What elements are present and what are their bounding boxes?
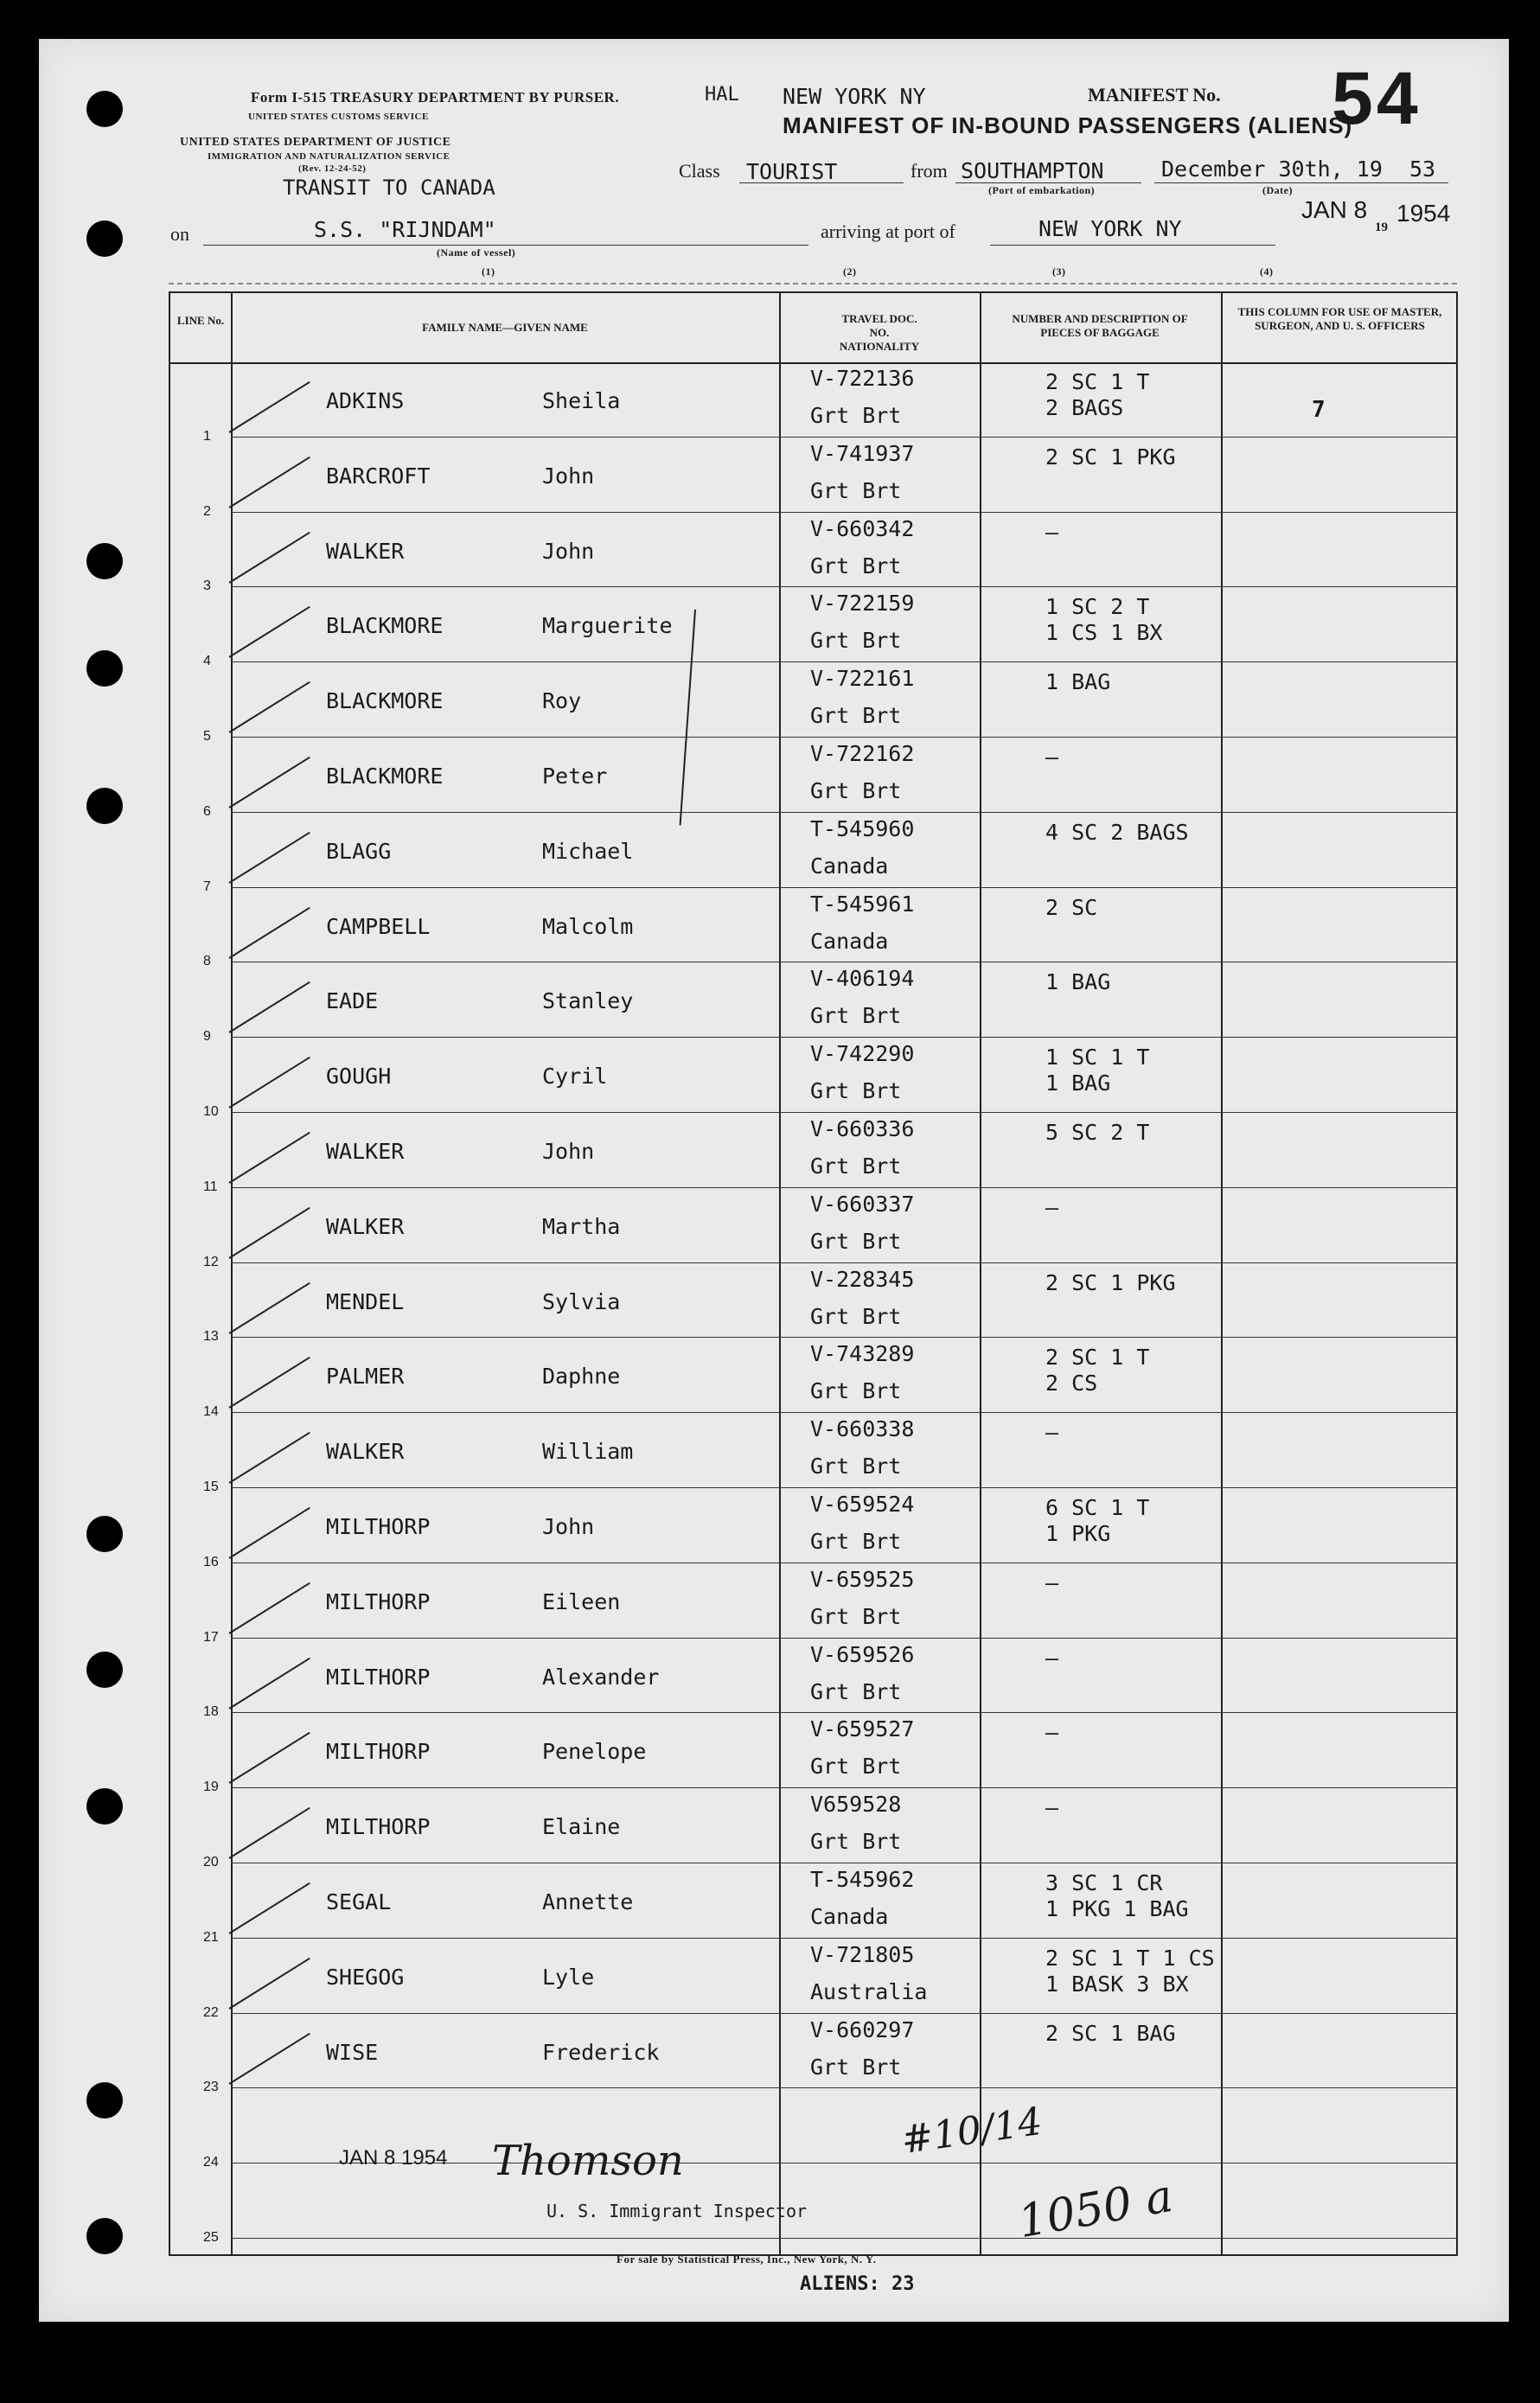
check-mark <box>228 1207 310 1259</box>
family-name: SHEGOG <box>326 1964 405 1990</box>
nationality: Grt Brt <box>810 1603 902 1629</box>
family-name: MILTHORP <box>326 1814 431 1840</box>
given-name: Cyril <box>542 1064 608 1090</box>
check-mark <box>228 531 310 583</box>
baggage-line-1: 2 SC 1 BAG <box>1045 2020 1176 2046</box>
table-row <box>170 1338 1456 1420</box>
line-number: 17 <box>203 1629 219 1645</box>
table-row <box>170 1788 1456 1869</box>
travel-doc-number: V-722162 <box>810 741 915 766</box>
check-mark <box>228 757 310 808</box>
family-name: BLAGG <box>326 838 392 864</box>
vessel-name: S.S. "RIJNDAM" <box>314 217 496 242</box>
line-number: 19 <box>203 1780 219 1795</box>
travel-doc-number: T-545962 <box>810 1867 915 1892</box>
line-number: 8 <box>203 954 211 969</box>
aliens-count: ALIENS: 23 <box>800 2273 915 2295</box>
manifest-title: MANIFEST OF IN-BOUND PASSENGERS (ALIENS) <box>783 112 1353 138</box>
check-mark <box>228 1281 310 1333</box>
family-name: BLACKMORE <box>326 764 444 789</box>
travel-doc-number: V-743289 <box>810 1341 915 1367</box>
col-officers-header: THIS COLUMN FOR USE OF MASTER, SURGEON, AND U. S. OFFICERS <box>1237 305 1442 332</box>
travel-doc-number: T-545960 <box>810 815 915 841</box>
table-row <box>170 1413 1456 1494</box>
family-name: EADE <box>326 988 379 1014</box>
given-name: William <box>542 1439 634 1465</box>
family-name: BLACKMORE <box>326 688 444 714</box>
table-row <box>170 1713 1456 1795</box>
family-name: ADKINS <box>326 388 405 413</box>
travel-doc-number: V-660297 <box>810 2016 915 2042</box>
baggage-line-1: 3 SC 1 CR <box>1045 1870 1163 1895</box>
line-number: 11 <box>203 1179 218 1194</box>
baggage-line-2: 1 CS 1 BX <box>1045 620 1163 646</box>
check-mark <box>228 1432 310 1484</box>
family-name: MILTHORP <box>326 1739 431 1765</box>
travel-doc-number: V-722159 <box>810 591 915 617</box>
baggage-line-1: — <box>1045 519 1059 545</box>
inspector-title: U. S. Immigrant Inspector <box>546 2201 808 2221</box>
inspection-stamp-date: JAN 8 1954 <box>339 2146 448 2170</box>
given-name: Sheila <box>542 388 621 413</box>
officer-note: 7 <box>1312 397 1326 423</box>
table-row <box>170 2163 1456 2245</box>
nationality: Grt Brt <box>810 477 902 503</box>
baggage-line-1: — <box>1045 1194 1059 1220</box>
ins-service: IMMIGRATION AND NATURALIZATION SERVICE <box>208 151 450 162</box>
line-number: 1 <box>203 428 211 444</box>
nationality: Grt Brt <box>810 1154 902 1179</box>
class-label: Class <box>679 160 720 182</box>
row-rule <box>231 2238 1456 2239</box>
given-name: John <box>542 538 595 564</box>
baggage-line-2: 1 PKG 1 BAG <box>1045 1896 1189 1921</box>
nationality: Grt Brt <box>810 1003 902 1029</box>
given-name: Lyle <box>542 1964 595 1990</box>
baggage-line-1: 1 SC 1 T <box>1045 1045 1150 1070</box>
check-mark <box>228 1582 310 1634</box>
baggage-line-1: 2 SC 1 PKG <box>1045 444 1176 470</box>
table-row <box>170 738 1456 819</box>
baggage-line-1: — <box>1045 1720 1059 1746</box>
nationality: Australia <box>810 1978 928 2004</box>
baggage-line-1: 2 SC 1 PKG <box>1045 1269 1176 1295</box>
check-mark <box>228 1057 310 1109</box>
col-line-header: LINE No. <box>176 314 225 327</box>
binder-hole <box>86 2218 123 2254</box>
table-row <box>170 813 1456 894</box>
check-mark <box>228 381 310 433</box>
given-name: Annette <box>542 1889 634 1914</box>
table-row <box>170 1488 1456 1569</box>
travel-doc-number: V-659525 <box>810 1566 915 1592</box>
col1-number: (1) <box>482 265 495 278</box>
line-number: 14 <box>203 1404 219 1420</box>
family-name: MILTHORP <box>326 1664 431 1690</box>
manifest-page <box>39 39 1509 2322</box>
given-name: Sylvia <box>542 1288 621 1314</box>
travel-doc-number: V-721805 <box>810 1941 915 1967</box>
line-number: 6 <box>203 803 211 819</box>
travel-doc-number: V-722136 <box>810 366 915 391</box>
family-name: WALKER <box>326 1213 405 1239</box>
table-row <box>170 438 1456 519</box>
line-number: 5 <box>203 728 211 744</box>
travel-doc-number: V-659527 <box>810 1716 915 1742</box>
line-number: 25 <box>203 2229 219 2245</box>
nationality: Grt Brt <box>810 1454 902 1480</box>
travel-doc-number: V-741937 <box>810 440 915 466</box>
table-row <box>170 1038 1456 1119</box>
baggage-line-1: 1 BAG <box>1045 969 1111 995</box>
line-number: 16 <box>203 1554 219 1569</box>
travel-doc-number: V659528 <box>810 1792 902 1818</box>
line-number: 13 <box>203 1329 219 1345</box>
nationality: Canada <box>810 1904 889 1929</box>
baggage-line-1: 1 BAG <box>1045 669 1111 695</box>
manifest-label: MANIFEST No. <box>1088 84 1221 105</box>
col3-number: (3) <box>1052 265 1066 278</box>
line-number: 22 <box>203 2004 219 2020</box>
nationality: Grt Brt <box>810 778 902 803</box>
travel-doc-number: V-228345 <box>810 1266 915 1292</box>
col-name-header: FAMILY NAME—GIVEN NAME <box>422 321 588 334</box>
given-name: Roy <box>542 688 582 714</box>
given-name: Penelope <box>542 1739 647 1765</box>
given-name: Peter <box>542 764 608 789</box>
table-row <box>170 662 1456 744</box>
family-name: WALKER <box>326 1139 405 1164</box>
check-mark <box>228 1657 310 1709</box>
arrival-stamp-year: 1954 <box>1396 200 1451 227</box>
baggage-line-1: 4 SC 2 BAGS <box>1045 819 1189 845</box>
baggage-line-2: 1 PKG <box>1045 1521 1111 1546</box>
binder-hole <box>86 220 123 257</box>
travel-doc-number: V-660337 <box>810 1191 915 1217</box>
family-name: MENDEL <box>326 1288 405 1314</box>
table-row <box>170 2014 1456 2095</box>
check-mark <box>228 1507 310 1559</box>
family-name: MILTHORP <box>326 1514 431 1539</box>
line-number: 2 <box>203 503 211 519</box>
arriving-label: arriving at port of <box>821 220 955 242</box>
nationality: Grt Brt <box>810 1378 902 1404</box>
family-name: SEGAL <box>326 1889 392 1914</box>
given-name: John <box>542 1514 595 1539</box>
nationality: Grt Brt <box>810 1754 902 1780</box>
class-value: TOURIST <box>746 159 838 184</box>
baggage-line-2: 2 CS <box>1045 1371 1098 1396</box>
table-row <box>170 1863 1456 1945</box>
nationality: Grt Brt <box>810 1678 902 1704</box>
from-label: from <box>911 160 948 182</box>
given-name: Eileen <box>542 1588 621 1614</box>
baggage-line-2: 1 BASK 3 BX <box>1045 1971 1189 1997</box>
nationality: Grt Brt <box>810 1303 902 1329</box>
line-number: 18 <box>203 1704 219 1720</box>
inspector-signature: Thomson <box>492 2137 684 2185</box>
binder-hole <box>86 788 123 824</box>
binder-hole <box>86 1788 123 1825</box>
line-number: 15 <box>203 1479 219 1494</box>
binder-hole <box>86 543 123 579</box>
given-name: Alexander <box>542 1664 660 1690</box>
line-number: 9 <box>203 1029 211 1045</box>
handwritten-code: 1050 a <box>1014 2170 1177 2249</box>
check-mark <box>228 1958 310 2010</box>
line-hal: HAL <box>705 84 739 105</box>
travel-doc-number: V-406194 <box>810 966 915 992</box>
customs-service: UNITED STATES CUSTOMS SERVICE <box>248 112 429 122</box>
baggage-line-1: — <box>1045 1420 1059 1446</box>
family-name: CAMPBELL <box>326 913 431 939</box>
baggage-line-1: 6 SC 1 T <box>1045 1495 1150 1520</box>
family-name: WALKER <box>326 538 405 564</box>
col4-number: (4) <box>1260 265 1274 278</box>
line-number: 23 <box>203 2080 219 2095</box>
travel-doc-number: V-660342 <box>810 515 915 541</box>
check-mark <box>228 2032 310 2084</box>
binder-hole <box>86 1516 123 1552</box>
nationality: Grt Brt <box>810 1829 902 1855</box>
nationality: Grt Brt <box>810 553 902 578</box>
col2-number: (2) <box>843 265 857 278</box>
family-name: BLACKMORE <box>326 613 444 639</box>
line-number: 20 <box>203 1854 219 1869</box>
col-doc-header: TRAVEL DOC. NO. NATIONALITY <box>839 312 920 353</box>
family-name: BARCROFT <box>326 463 431 489</box>
baggage-line-1: — <box>1045 1645 1059 1671</box>
manifest-number: 54 <box>1332 57 1422 140</box>
table-row <box>170 1263 1456 1345</box>
date-value: December 30th, 19 <box>1161 157 1383 182</box>
check-mark <box>228 1357 310 1409</box>
nationality: Grt Brt <box>810 403 902 428</box>
family-name: WALKER <box>326 1439 405 1465</box>
nationality: Grt Brt <box>810 703 902 729</box>
department-of-justice: UNITED STATES DEPARTMENT OF JUSTICE <box>180 136 451 149</box>
col-baggage-header: NUMBER AND DESCRIPTION OF PIECES OF BAGGAGE <box>1012 312 1188 339</box>
revision: (Rev. 12-24-52) <box>298 163 367 174</box>
baggage-line-1: 1 SC 2 T <box>1045 594 1150 620</box>
baggage-line-2: 2 BAGS <box>1045 395 1124 420</box>
binder-hole <box>86 2082 123 2119</box>
line-number: 10 <box>203 1103 219 1119</box>
arrival-port: NEW YORK NY <box>1038 216 1182 241</box>
binder-hole <box>86 650 123 687</box>
from-value: SOUTHAMPTON <box>961 158 1104 183</box>
baggage-line-2: 1 BAG <box>1045 1070 1111 1096</box>
passenger-table <box>169 291 1458 2256</box>
table-row <box>170 1113 1456 1194</box>
form-id-line: Form I-515 TREASURY DEPARTMENT BY PURSER. <box>251 89 620 105</box>
line-number: 7 <box>203 879 211 894</box>
check-mark <box>228 1882 310 1934</box>
baggage-line-1: — <box>1045 1795 1059 1821</box>
table-row <box>170 962 1456 1045</box>
table-row <box>170 1188 1456 1269</box>
travel-doc-number: V-660338 <box>810 1416 915 1442</box>
on-label: on <box>170 223 189 245</box>
nationality: Canada <box>810 853 889 879</box>
travel-doc-number: V-742290 <box>810 1041 915 1067</box>
baggage-line-1: 5 SC 2 T <box>1045 1120 1150 1145</box>
given-name: Elaine <box>542 1814 621 1840</box>
port-embark-caption: (Port of embarkation) <box>988 184 1096 196</box>
travel-doc-number: V-660336 <box>810 1116 915 1141</box>
nationality: Grt Brt <box>810 2054 902 2080</box>
date-year: 53 <box>1409 157 1436 182</box>
table-row <box>170 587 1456 669</box>
given-name: Martha <box>542 1213 621 1239</box>
family-name: PALMER <box>326 1364 405 1390</box>
table-row <box>170 1939 1456 2020</box>
vessel-caption: (Name of vessel) <box>437 246 516 259</box>
check-mark <box>228 1807 310 1859</box>
travel-doc-number: V-659526 <box>810 1641 915 1667</box>
given-name: John <box>542 463 595 489</box>
line-number: 3 <box>203 578 211 594</box>
table-row <box>170 362 1456 444</box>
given-name: Marguerite <box>542 613 673 639</box>
passenger-rows <box>170 362 1456 2254</box>
given-name: Michael <box>542 838 634 864</box>
printer-note: For sale by Statistical Press, Inc., New York, N. Y. <box>617 2253 877 2266</box>
check-mark <box>228 606 310 658</box>
table-row <box>170 1563 1456 1645</box>
baggage-line-1: 2 SC <box>1045 894 1098 920</box>
family-name: GOUGH <box>326 1064 392 1090</box>
arrival-stamp-date: JAN 8 <box>1301 196 1368 223</box>
check-mark <box>228 981 310 1033</box>
check-mark <box>228 457 310 508</box>
nationality: Grt Brt <box>810 1228 902 1254</box>
check-mark <box>228 832 310 884</box>
transit-note: TRANSIT TO CANADA <box>283 176 495 200</box>
binder-hole <box>86 91 123 127</box>
baggage-line-1: 2 SC 1 T <box>1045 369 1150 394</box>
travel-doc-number: T-545961 <box>810 891 915 917</box>
family-name: MILTHORP <box>326 1588 431 1614</box>
line-number: 24 <box>203 2155 219 2170</box>
line-number: 21 <box>203 1929 219 1945</box>
nationality: Grt Brt <box>810 1529 902 1554</box>
given-name: Stanley <box>542 988 634 1014</box>
line-number: 4 <box>203 654 211 669</box>
given-name: Malcolm <box>542 913 634 939</box>
given-name: Frederick <box>542 2039 660 2065</box>
nationality: Grt Brt <box>810 1078 902 1104</box>
check-mark <box>228 1732 310 1784</box>
table-row <box>170 513 1456 594</box>
handwritten-ref: #10/14 <box>898 2099 1045 2163</box>
date-caption: (Date) <box>1262 184 1293 196</box>
binder-hole <box>86 1652 123 1688</box>
travel-doc-number: V-659524 <box>810 1492 915 1517</box>
port-top: NEW YORK NY <box>783 84 926 109</box>
table-row <box>170 1639 1456 1720</box>
arrival-stamp-19: 19 <box>1375 220 1388 234</box>
table-row <box>170 888 1456 969</box>
family-name: WISE <box>326 2039 379 2065</box>
check-mark <box>228 681 310 733</box>
nationality: Canada <box>810 928 889 954</box>
check-mark <box>228 906 310 958</box>
given-name: Daphne <box>542 1364 621 1390</box>
baggage-line-1: 2 SC 1 T 1 CS <box>1045 1945 1215 1971</box>
travel-doc-number: V-722161 <box>810 666 915 692</box>
baggage-line-1: 2 SC 1 T <box>1045 1345 1150 1371</box>
given-name: John <box>542 1139 595 1164</box>
baggage-line-1: — <box>1045 1569 1059 1595</box>
nationality: Grt Brt <box>810 628 902 654</box>
check-mark <box>228 1132 310 1184</box>
baggage-line-1: — <box>1045 745 1059 770</box>
line-number: 12 <box>203 1254 219 1269</box>
